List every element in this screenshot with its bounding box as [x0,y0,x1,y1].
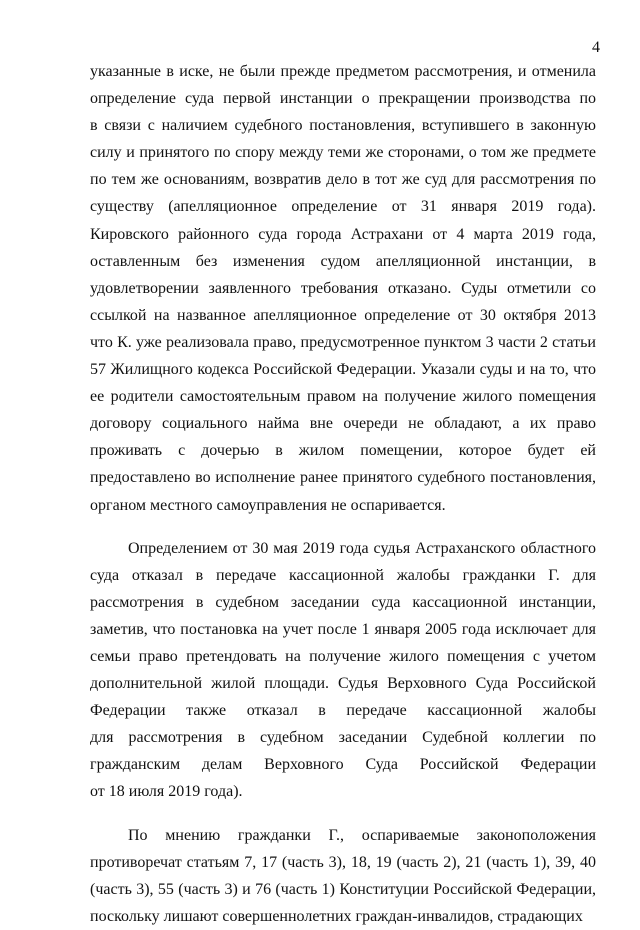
body-text [90,58,596,930]
text-line: 57 Жилищного кодекса Российской Федерации. Указали суды и на то, что [90,361,596,379]
text-line: Федерации также отказал в передаче кассационной жалобы [90,702,596,720]
page-number: 4 [592,39,600,56]
text-line: дополнительной жилой площади. Судья Верховного Суда Российской [90,675,596,693]
paragraph [90,58,596,519]
text-line: удовлетворении заявленного требования отказано. Суды отметили со [90,279,596,297]
text-line: по тем же основаниям, возвратив дело в тот же суд для рассмотрения по [90,171,596,189]
paragraph-gap [90,806,596,822]
text-line: (часть 3), 55 (часть 3) и 76 (часть 1) Конституции Российской Федерации, [90,880,596,898]
text-line: предоставлено во исполнение ранее принятого судебного постановления, [90,469,596,487]
text-line: По мнению гражданки Г., оспариваемые законоположения [128,826,596,844]
text-line: силу и принятого по спору между теми же сторонами, о том же предмете [90,144,596,162]
paragraph-gap [90,519,596,535]
text-line: Определением от 30 мая 2019 года судья Астраханского областного [128,539,596,557]
text-line: заметив, что постановка на учет после 1 января 2005 года исключает для [90,620,596,638]
paragraph [90,535,596,806]
text-line: определение суда первой инстанции о прекращении производства по [90,90,596,108]
text-line: оставленным без изменения судом апелляционной инстанции, в [90,252,596,270]
paragraph [90,822,596,930]
text-line: от 18 июля 2019 года). [90,783,243,801]
text-line: указанные в иске, не были прежде предметом рассмотрения, и отменила [90,63,596,80]
text-line: ее родители самостоятельным правом на получение жилого помещения [90,388,596,406]
text-line: поскольку лишают совершеннолетних граждан-инвалидов, страдающих [90,907,583,925]
text-line: ссылкой на названное апелляционное определение от 30 октября 2013 [90,306,596,324]
text-line: суда отказал в передаче кассационной жалобы гражданки Г. для [90,566,596,584]
text-line: семьи право претендовать на получение жилого помещения с учетом [90,647,596,665]
text-line: Кировского районного суда города Астрахани от 4 марта 2019 года, [90,225,596,243]
text-line: рассмотрения в судебном заседании суда кассационной инстанции, [90,593,596,611]
text-line: что К. уже реализовала право, предусмотренное пунктом 3 части 2 статьи [90,333,596,351]
text-line: проживать с дочерью в жилом помещении, которое будет ей [90,442,596,460]
text-line: существу (апелляционное определение от 31 января 2019 года). [90,198,596,216]
text-line: противоречат статьям 7, 17 (часть 3), 18, 19 (часть 2), 21 (часть 1), 39, 40 [90,853,596,871]
text-line: органом местного самоуправления не оспаривается. [90,496,446,514]
text-line: договору социального найма вне очереди не обладают, а их право [90,415,596,433]
text-line: в связи с наличием судебного постановления, вступившего в законную [90,117,596,135]
text-line: для рассмотрения в судебном заседании Судебной коллегии по [90,729,596,747]
text-line: гражданским делам Верховного Суда Российской Федерации [90,756,596,774]
